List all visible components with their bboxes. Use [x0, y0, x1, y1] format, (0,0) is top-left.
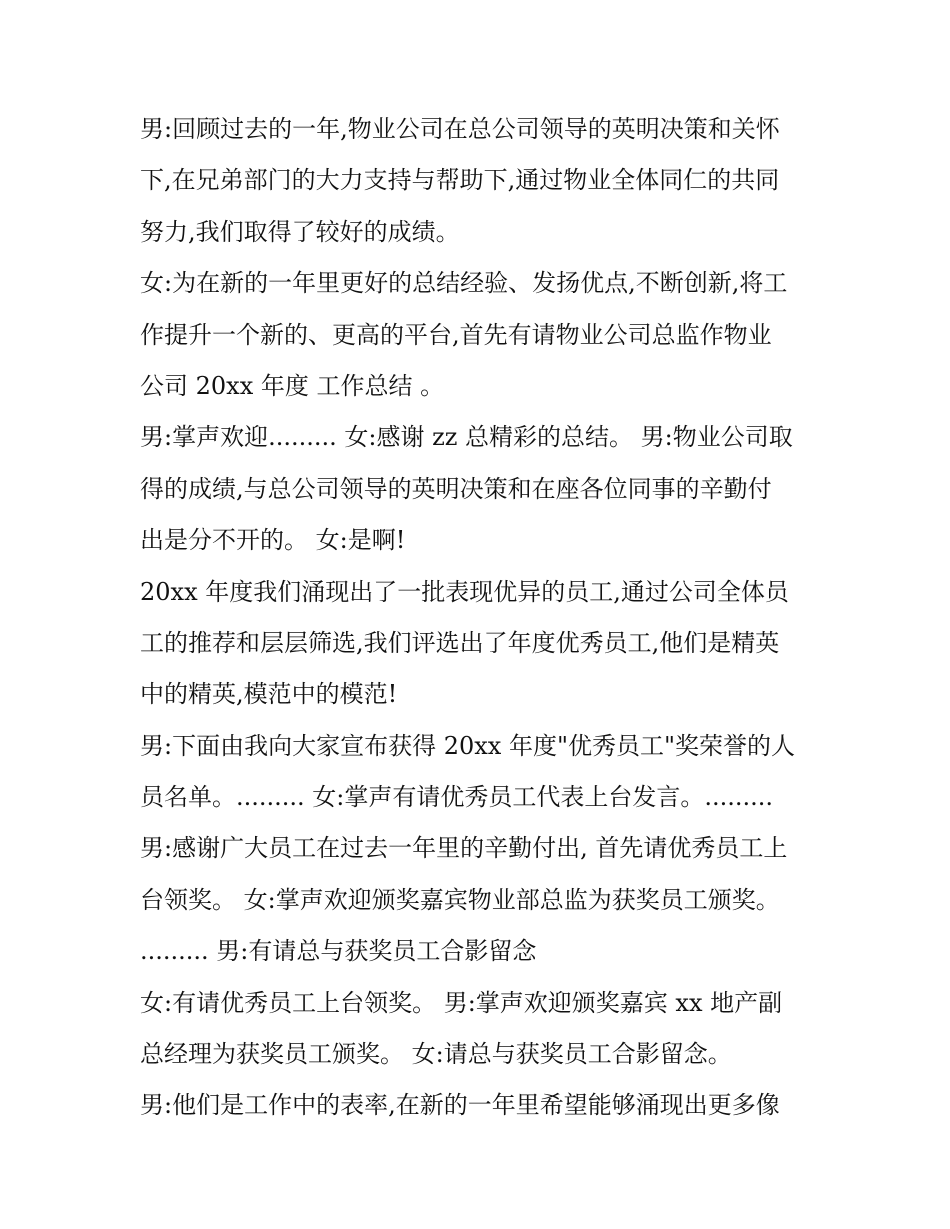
- document-body: [140, 104, 820, 1132]
- text-line: 下,在兄弟部门的大力支持与帮助下,通过物业全体同仁的共同: [140, 166, 780, 195]
- text-line: 得的成绩,与总公司领导的英明决策和在座各位同事的辛勤付: [140, 474, 772, 503]
- text-line: 男:回顾过去的一年,物业公司在总公司领导的英明决策和关怀: [140, 115, 780, 143]
- text-line: 中的精英,模范中的模范!: [140, 680, 398, 709]
- text-line: 女:为在新的一年里更好的总结经验、发扬优点,不断创新,将工: [140, 269, 788, 298]
- text-line: 男:他们是工作中的表率,在新的一年里希望能够涌现出更多像: [140, 1091, 780, 1120]
- text-line: 作提升一个新的、更高的平台,首先有请物业公司总监作物业: [140, 320, 772, 349]
- text-line: 男:掌声欢迎......... 女:感谢 zz 总精彩的总结。 男:物业公司取: [140, 423, 793, 452]
- text-line: 男:下面由我向大家宣布获得 20xx 年度"优秀员工"奖荣誉的人: [140, 731, 796, 760]
- text-line: 台领奖。 女:掌声欢迎颁奖嘉宾物业部总监为获奖员工颁奖。: [140, 885, 780, 914]
- text-line: 20xx 年度我们涌现出了一批表现优异的员工,通过公司全体员: [140, 577, 789, 606]
- text-line: 工的推荐和层层筛选,我们评选出了年度优秀员工,他们是精英: [140, 628, 780, 657]
- text-line: 男:感谢广大员工在过去一年里的辛勤付出, 首先请优秀员工上: [140, 834, 788, 863]
- text-line: ......... 男:有请总与获奖员工合影留念: [140, 937, 537, 966]
- text-line: 出是分不开的。 女:是啊!: [140, 526, 406, 555]
- text-line: 总经理为获奖员工颁奖。 女:请总与获奖员工合影留念。: [140, 1040, 732, 1069]
- text-line: 努力,我们取得了较好的成绩。: [140, 217, 460, 246]
- text-line: 女:有请优秀员工上台领奖。 男:掌声欢迎颁奖嘉宾 xx 地产副: [140, 988, 783, 1017]
- text-line: 员名单。......... 女:掌声有请优秀员工代表上台发言。.........: [140, 783, 774, 812]
- text-line: 公司 20xx 年度 工作总结 。: [140, 371, 445, 400]
